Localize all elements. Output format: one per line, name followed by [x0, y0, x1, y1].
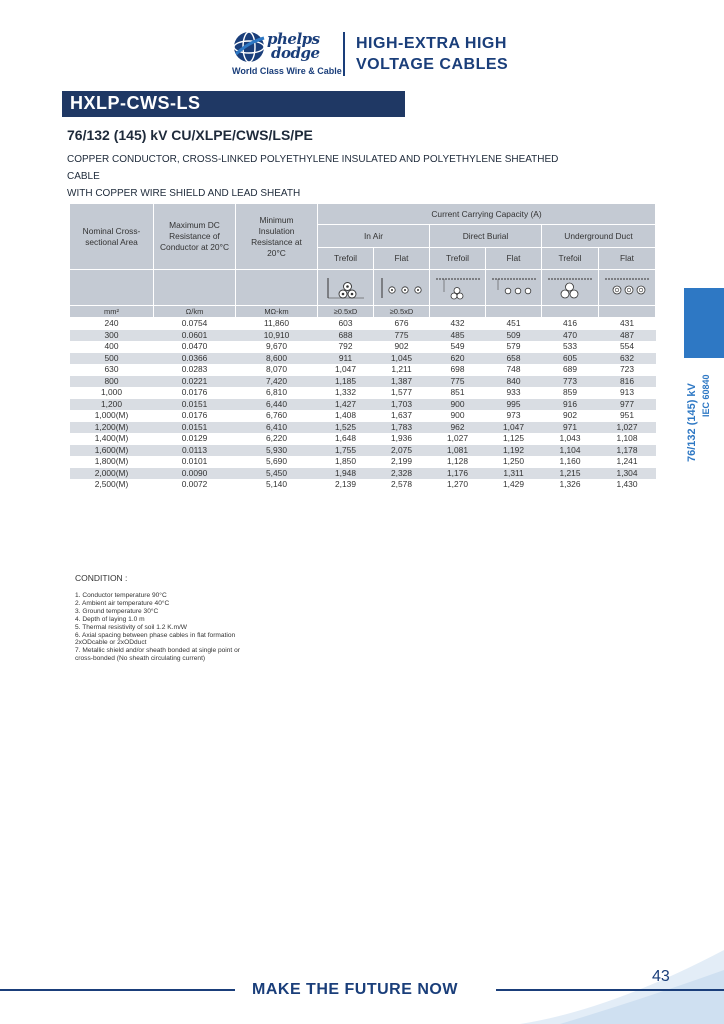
table-cell: 5,450 — [236, 468, 318, 480]
header-insulation-resistance: Minimum Insulation Resistance at 20°C — [236, 204, 318, 270]
table-cell: 1,250 — [486, 456, 542, 468]
table-cell: 773 — [542, 376, 599, 388]
table-cell: 470 — [542, 330, 599, 342]
table-cell: 0.0113 — [154, 445, 236, 457]
table-cell: 1,200 — [70, 399, 154, 411]
header-burial-trefoil: Trefoil — [430, 248, 486, 270]
table-row — [70, 399, 656, 411]
table-cell: 1,211 — [374, 364, 430, 376]
condition-item: 6. Axial spacing between phase cables in flat formation — [75, 631, 236, 639]
table-cell: 1,783 — [374, 422, 430, 434]
table-cell: 1,948 — [318, 468, 374, 480]
table-cell: 603 — [318, 318, 374, 330]
table-cell: 0.0601 — [154, 330, 236, 342]
table-cell: 1,027 — [430, 433, 486, 445]
table-cell: 900 — [430, 410, 486, 422]
table-row — [70, 387, 656, 399]
condition-item: 1. Conductor temperature 90°C — [75, 592, 167, 599]
header-dc-resistance: Maximum DC Resistance of Conductor at 20°C — [154, 204, 236, 270]
header-underground-duct: Underground Duct — [542, 225, 656, 248]
table-cell: 0.0176 — [154, 387, 236, 399]
condition-item: 2xODcable or 2xODduct — [75, 639, 147, 647]
table-cell: 2,199 — [374, 456, 430, 468]
table-cell: 792 — [318, 341, 374, 353]
table-cell: 1,429 — [486, 479, 542, 491]
condition-item: 3. Ground temperature 30°C — [75, 607, 159, 615]
table-row — [70, 341, 656, 353]
table-cell: 676 — [374, 318, 430, 330]
table-cell: 851 — [430, 387, 486, 399]
table-cell: 951 — [599, 410, 656, 422]
unit-air-flat: ≥0.5xD — [374, 306, 430, 318]
table-cell: 1,108 — [599, 433, 656, 445]
table-row — [70, 330, 656, 342]
table-cell: 485 — [430, 330, 486, 342]
table-cell: 913 — [599, 387, 656, 399]
table-cell: 775 — [374, 330, 430, 342]
table-cell: 1,192 — [486, 445, 542, 457]
table-cell: 1,525 — [318, 422, 374, 434]
table-cell: 0.0151 — [154, 399, 236, 411]
table-cell: 933 — [486, 387, 542, 399]
air-trefoil-diagram — [318, 270, 374, 306]
conditions-list — [75, 592, 295, 663]
table-cell: 6,220 — [236, 433, 318, 445]
table-cell: 579 — [486, 341, 542, 353]
specification-table-body — [70, 318, 656, 491]
table-cell: 1,311 — [486, 468, 542, 480]
air-flat-diagram — [374, 270, 430, 306]
table-cell: 1,800(M) — [70, 456, 154, 468]
table-cell: 1,430 — [599, 479, 656, 491]
footer-slogan: MAKE THE FUTURE NOW — [252, 981, 458, 998]
table-cell: 1,648 — [318, 433, 374, 445]
condition-item: cross-bonded (No sheath circulating current) — [75, 655, 206, 663]
table-row — [70, 410, 656, 422]
table-cell: 859 — [542, 387, 599, 399]
table-cell: 1,185 — [318, 376, 374, 388]
footer-wave-decoration — [520, 940, 724, 1024]
table-cell: 1,600(M) — [70, 445, 154, 457]
table-cell: 0.0129 — [154, 433, 236, 445]
table-cell: 300 — [70, 330, 154, 342]
table-cell: 0.0072 — [154, 479, 236, 491]
table-cell: 6,440 — [236, 399, 318, 411]
table-cell: 1,000(M) — [70, 410, 154, 422]
table-row — [70, 318, 656, 330]
side-tab-standard: IEC 60840 — [701, 374, 711, 417]
table-cell: 1,043 — [542, 433, 599, 445]
table-row — [70, 456, 656, 468]
table-cell: 549 — [430, 341, 486, 353]
table-cell: 554 — [599, 341, 656, 353]
table-cell: 5,690 — [236, 456, 318, 468]
condition-item: 5. Thermal resistivity of soil 1.2 K.m/W — [75, 623, 188, 631]
table-cell: 1,241 — [599, 456, 656, 468]
header-current-capacity: Current Carrying Capacity (A) — [318, 204, 656, 225]
table-cell: 1,850 — [318, 456, 374, 468]
table-row — [70, 353, 656, 365]
table-cell: 2,328 — [374, 468, 430, 480]
table-cell: 400 — [70, 341, 154, 353]
table-cell: 900 — [430, 399, 486, 411]
table-cell: 487 — [599, 330, 656, 342]
table-row — [70, 468, 656, 480]
table-cell: 1,160 — [542, 456, 599, 468]
table-cell: 1,176 — [430, 468, 486, 480]
header-nominal-area: Nominal Cross-sectional Area — [70, 204, 154, 270]
table-cell: 0.0101 — [154, 456, 236, 468]
duct-flat-diagram — [599, 270, 656, 306]
table-cell: 2,500(M) — [70, 479, 154, 491]
table-cell: 1,703 — [374, 399, 430, 411]
product-code-banner — [62, 91, 405, 117]
table-cell: 416 — [542, 318, 599, 330]
table-cell: 8,600 — [236, 353, 318, 365]
table-cell: 500 — [70, 353, 154, 365]
company-logo — [232, 30, 342, 80]
condition-item: 2. Ambient air temperature 40°C — [75, 599, 170, 607]
table-cell: 689 — [542, 364, 599, 376]
table-cell: 240 — [70, 318, 154, 330]
table-row — [70, 479, 656, 491]
table-cell: 8,070 — [236, 364, 318, 376]
table-cell: 6,760 — [236, 410, 318, 422]
header-divider — [343, 32, 345, 76]
table-cell: 1,577 — [374, 387, 430, 399]
table-cell: 9,670 — [236, 341, 318, 353]
table-cell: 973 — [486, 410, 542, 422]
table-cell: 816 — [599, 376, 656, 388]
table-cell: 10,910 — [236, 330, 318, 342]
table-cell: 5,930 — [236, 445, 318, 457]
table-cell: 1,304 — [599, 468, 656, 480]
header-air-trefoil: Trefoil — [318, 248, 374, 270]
table-cell: 902 — [542, 410, 599, 422]
header-direct-burial: Direct Burial — [430, 225, 542, 248]
table-cell: 6,810 — [236, 387, 318, 399]
table-cell: 962 — [430, 422, 486, 434]
table-cell: 1,326 — [542, 479, 599, 491]
table-cell: 916 — [542, 399, 599, 411]
logo-tagline: World Class Wire & Cable — [232, 66, 342, 76]
product-subtitle: 76/132 (145) kV CU/XLPE/CWS/LS/PE — [67, 127, 313, 143]
conditions-title: CONDITION : — [75, 573, 128, 583]
table-cell: 723 — [599, 364, 656, 376]
unit-area: mm² — [70, 306, 154, 318]
table-cell: 658 — [486, 353, 542, 365]
table-cell: 1,936 — [374, 433, 430, 445]
table-cell: 1,178 — [599, 445, 656, 457]
header-burial-flat: Flat — [486, 248, 542, 270]
table-cell: 432 — [430, 318, 486, 330]
unit-dc: Ω/km — [154, 306, 236, 318]
unit-insulation: MΩ-km — [236, 306, 318, 318]
table-cell: 2,139 — [318, 479, 374, 491]
table-cell: 1,104 — [542, 445, 599, 457]
table-cell: 775 — [430, 376, 486, 388]
table-cell: 1,047 — [486, 422, 542, 434]
table-cell: 1,045 — [374, 353, 430, 365]
table-cell: 1,270 — [430, 479, 486, 491]
table-cell: 620 — [430, 353, 486, 365]
table-cell: 1,027 — [599, 422, 656, 434]
table-cell: 0.0221 — [154, 376, 236, 388]
table-cell: 1,400(M) — [70, 433, 154, 445]
table-cell: 1,000 — [70, 387, 154, 399]
globe-icon — [232, 30, 266, 64]
table-cell: 0.0366 — [154, 353, 236, 365]
table-cell: 533 — [542, 341, 599, 353]
table-cell: 431 — [599, 318, 656, 330]
table-row — [70, 422, 656, 434]
table-cell: 1,387 — [374, 376, 430, 388]
table-cell: 0.0754 — [154, 318, 236, 330]
logo-wordmark: phelps dodge — [267, 30, 320, 62]
table-cell: 0.0283 — [154, 364, 236, 376]
table-cell: 1,081 — [430, 445, 486, 457]
table-cell: 1,215 — [542, 468, 599, 480]
table-cell: 1,332 — [318, 387, 374, 399]
table-cell: 0.0151 — [154, 422, 236, 434]
table-cell: 1,408 — [318, 410, 374, 422]
product-description: COPPER CONDUCTOR, CROSS-LINKED POLYETHYLENE INSULATED AND POLYETHYLENE SHEATHED CABLE WITH COPPER WIRE SHIELD AND LEAD SHEATH — [67, 154, 559, 199]
table-cell: 1,637 — [374, 410, 430, 422]
header-air-flat: Flat — [374, 248, 430, 270]
header-title: HIGH-EXTRA HIGH VOLTAGE CABLES — [356, 35, 509, 73]
table-cell: 509 — [486, 330, 542, 342]
table-cell: 840 — [486, 376, 542, 388]
specification-table — [69, 203, 656, 491]
table-row — [70, 445, 656, 457]
table-cell: 1,125 — [486, 433, 542, 445]
table-cell: 6,410 — [236, 422, 318, 434]
condition-item: 7. Metallic shield and/or sheath bonded at single point or — [75, 647, 240, 655]
table-cell: 11,860 — [236, 318, 318, 330]
table-cell: 1,755 — [318, 445, 374, 457]
table-cell: 698 — [430, 364, 486, 376]
table-cell: 911 — [318, 353, 374, 365]
table-cell: 630 — [70, 364, 154, 376]
footer-line-right — [496, 989, 724, 991]
duct-trefoil-diagram — [542, 270, 599, 306]
table-cell: 5,140 — [236, 479, 318, 491]
table-cell: 2,075 — [374, 445, 430, 457]
page-number: 43 — [652, 968, 670, 985]
burial-trefoil-diagram — [430, 270, 486, 306]
footer-line-left — [0, 989, 235, 991]
table-cell: 605 — [542, 353, 599, 365]
table-cell: 0.0176 — [154, 410, 236, 422]
table-cell: 0.0090 — [154, 468, 236, 480]
table-row — [70, 433, 656, 445]
table-cell: 995 — [486, 399, 542, 411]
table-cell: 2,000(M) — [70, 468, 154, 480]
table-cell: 1,047 — [318, 364, 374, 376]
header-duct-trefoil: Trefoil — [542, 248, 599, 270]
header-in-air: In Air — [318, 225, 430, 248]
table-cell: 971 — [542, 422, 599, 434]
side-tab-voltage: 76/132 (145) kV — [686, 383, 698, 462]
table-cell: 7,420 — [236, 376, 318, 388]
table-cell: 632 — [599, 353, 656, 365]
condition-item: 4. Depth of laying 1.0 m — [75, 615, 145, 623]
table-cell: 1,427 — [318, 399, 374, 411]
product-code: HXLP-CWS-LS — [70, 93, 201, 113]
table-cell: 1,200(M) — [70, 422, 154, 434]
table-cell: 977 — [599, 399, 656, 411]
header-duct-flat: Flat — [599, 248, 656, 270]
burial-flat-diagram — [486, 270, 542, 306]
table-row — [70, 364, 656, 376]
table-cell: 748 — [486, 364, 542, 376]
table-cell: 1,128 — [430, 456, 486, 468]
table-cell: 800 — [70, 376, 154, 388]
table-cell: 902 — [374, 341, 430, 353]
table-cell: 451 — [486, 318, 542, 330]
table-row — [70, 376, 656, 388]
table-cell: 688 — [318, 330, 374, 342]
table-cell: 2,578 — [374, 479, 430, 491]
table-cell: 0.0470 — [154, 341, 236, 353]
unit-air-trefoil: ≥0.5xD — [318, 306, 374, 318]
